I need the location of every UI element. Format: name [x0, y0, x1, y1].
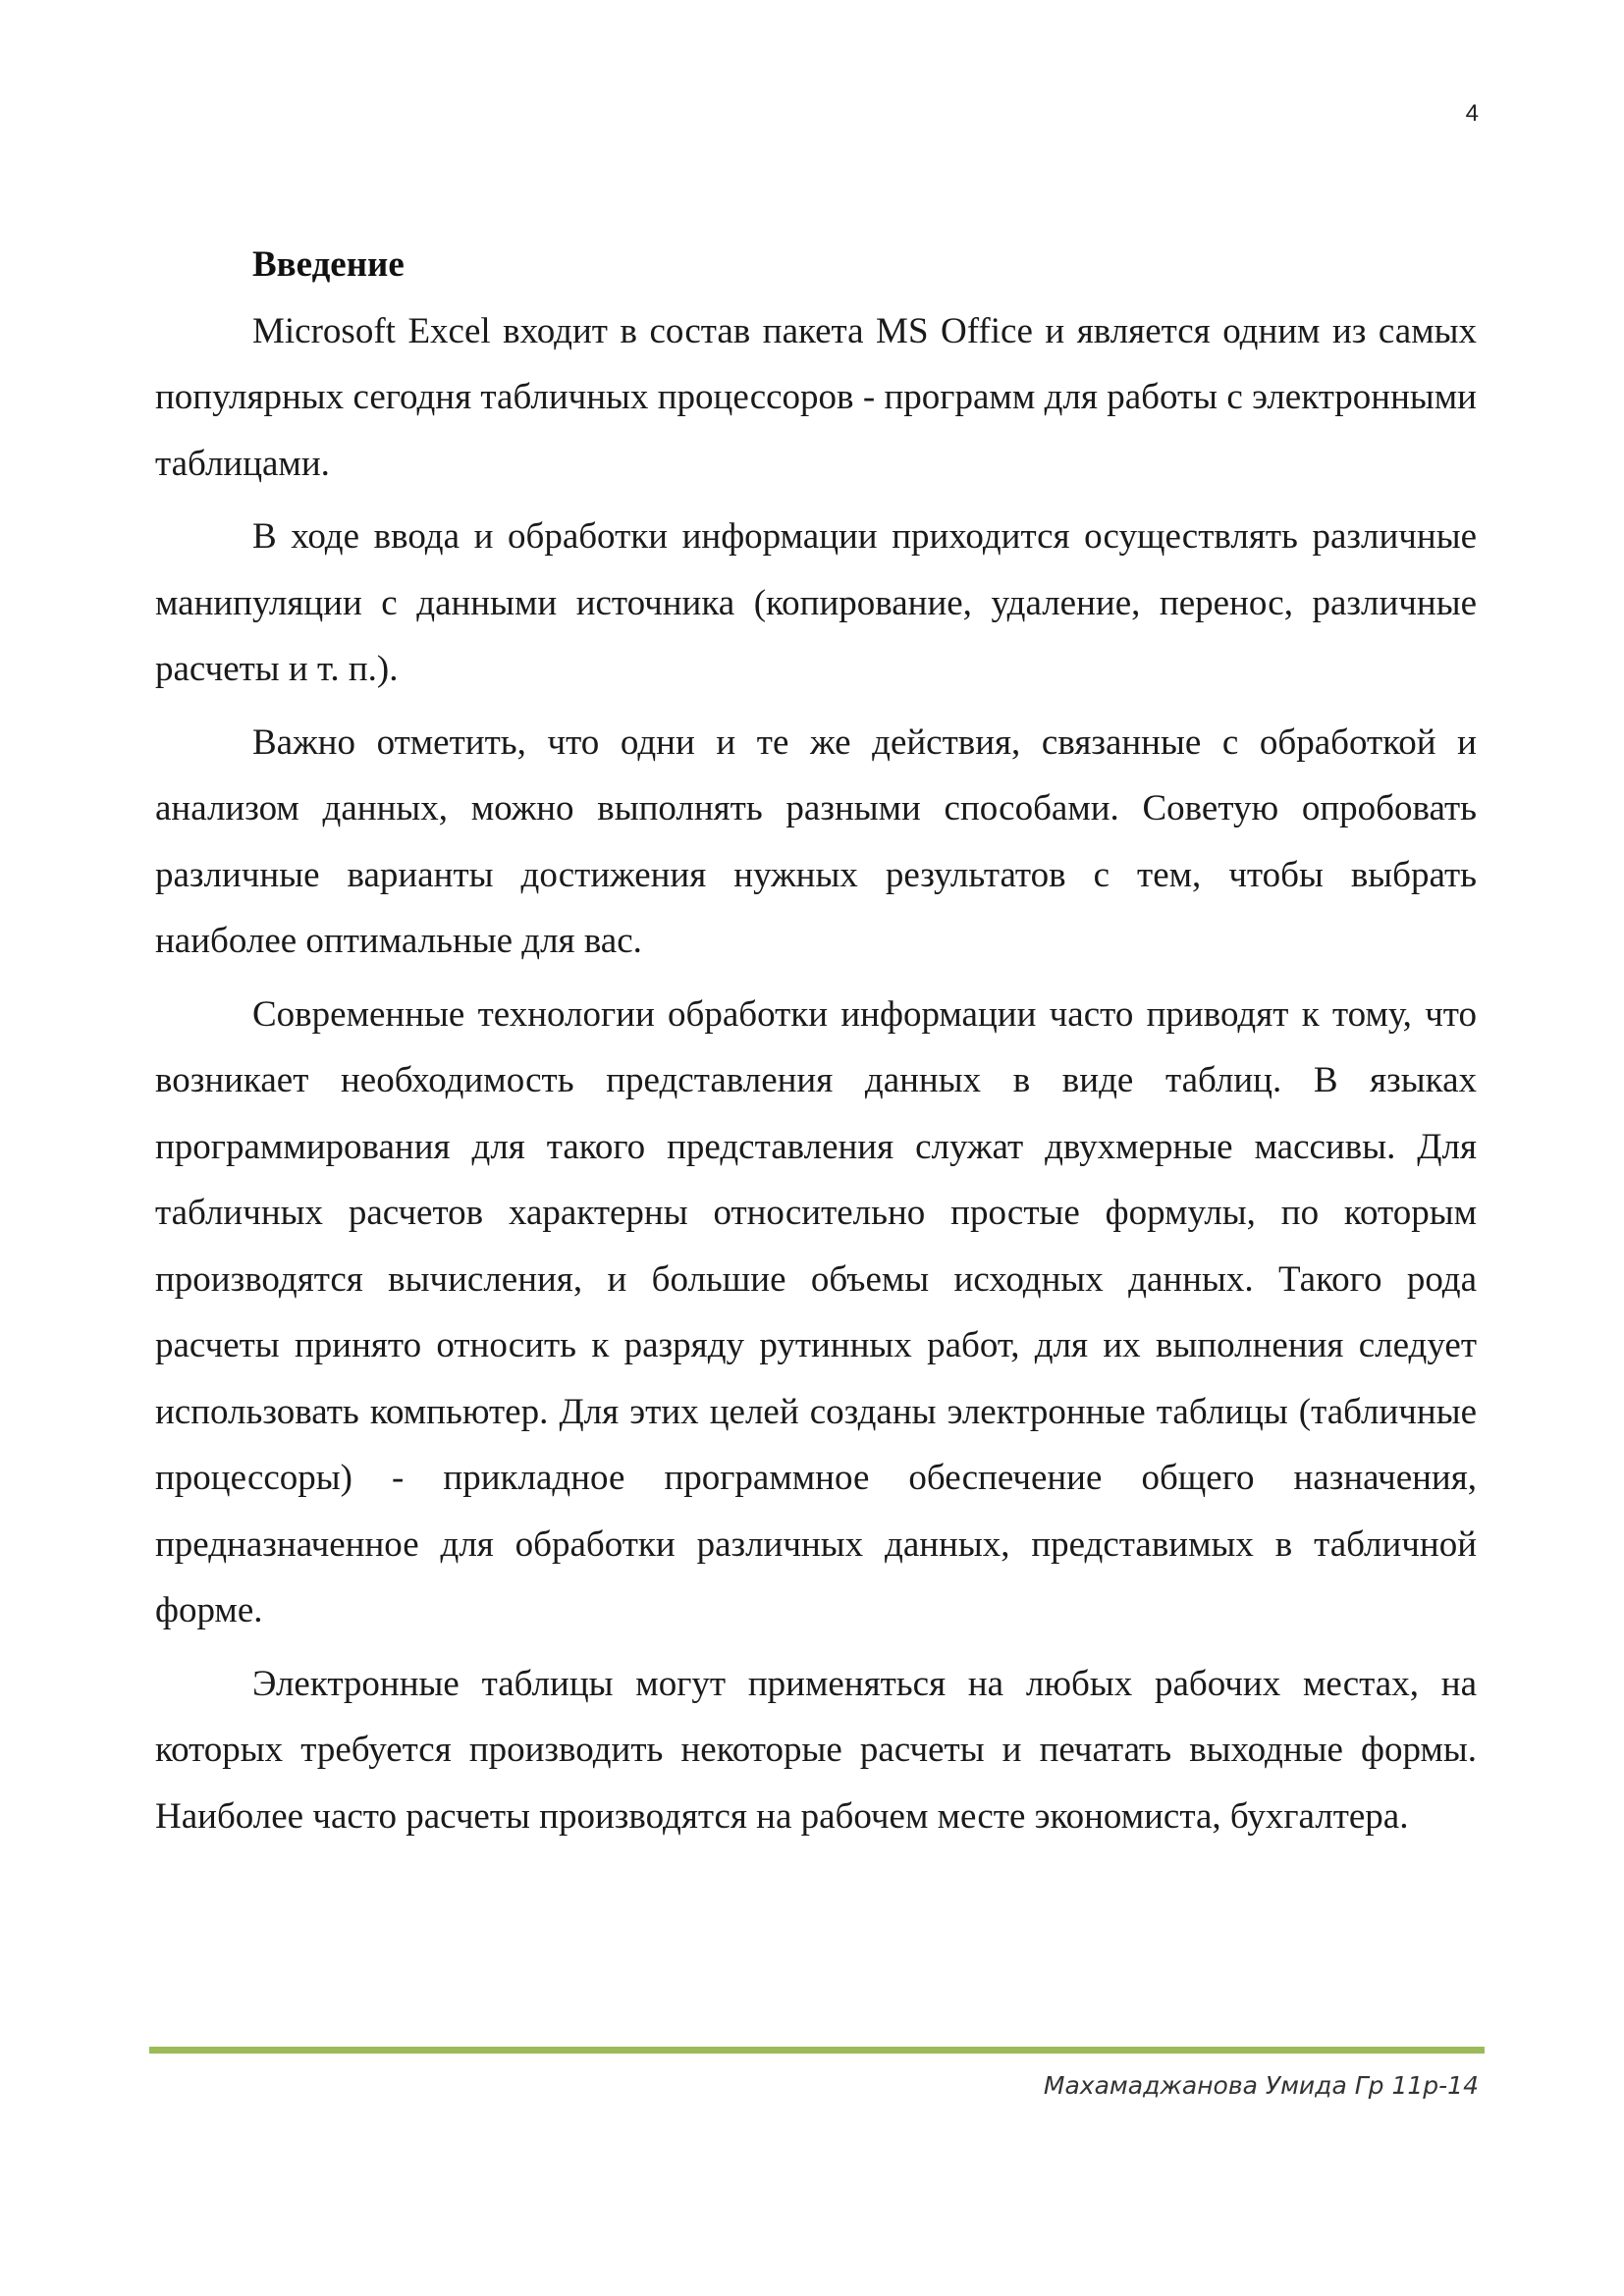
footer-author: Махамаджанова Умида Гр 11р-14 [1043, 2071, 1479, 2100]
footer-divider [149, 2047, 1485, 2054]
section-heading: Введение [252, 244, 405, 285]
paragraph: Важно отметить, что одни и те же действия, связанные с обработкой и анализом данных, можно выполнять разными способами. Советую опробовать различные варианты достижения нужных результатов с тем, чтобы выбрать наиболее оптимальные для вас. [155, 721, 1477, 961]
document-body [155, 232, 1477, 1849]
page-number: 4 [1465, 100, 1479, 127]
paragraph: Электронные таблицы могут применяться на любых рабочих местах, на которых требуется производить некоторые расчеты и печатать выходные формы. Наиболее часто расчеты производятся на рабочем месте экономиста, бухгалтера. [155, 1663, 1477, 1837]
paragraph: Современные технологии обработки информации часто приводят к тому, что возникает необходимость представления данных в виде таблиц. В языках программирования для такого представления служат двухмерные массивы. Для табличных расчетов характерны относительно простые формулы, по которым производятся вычисления, и большие объемы исходных данных. Такого рода расчеты принято относить к разряду рутинных работ, для их выполнения следует использовать компьютер. Для этих целей созданы электронные таблицы (табличные процессоры) - прикладное программное обеспечение общего назначения, предназначенное для обработки различных данных, представимых в табличной форме. [155, 993, 1477, 1630]
paragraph: Microsoft Excel входит в состав пакета MS Office и является одним из самых популярных сегодня табличных процессоров - программ для работы с электронными таблицами. [155, 310, 1477, 484]
paragraph: В ходе ввода и обработки информации приходится осуществлять различные манипуляции с данными источника (копирование, удаление, перенос, различные расчеты и т. п.). [155, 516, 1477, 689]
